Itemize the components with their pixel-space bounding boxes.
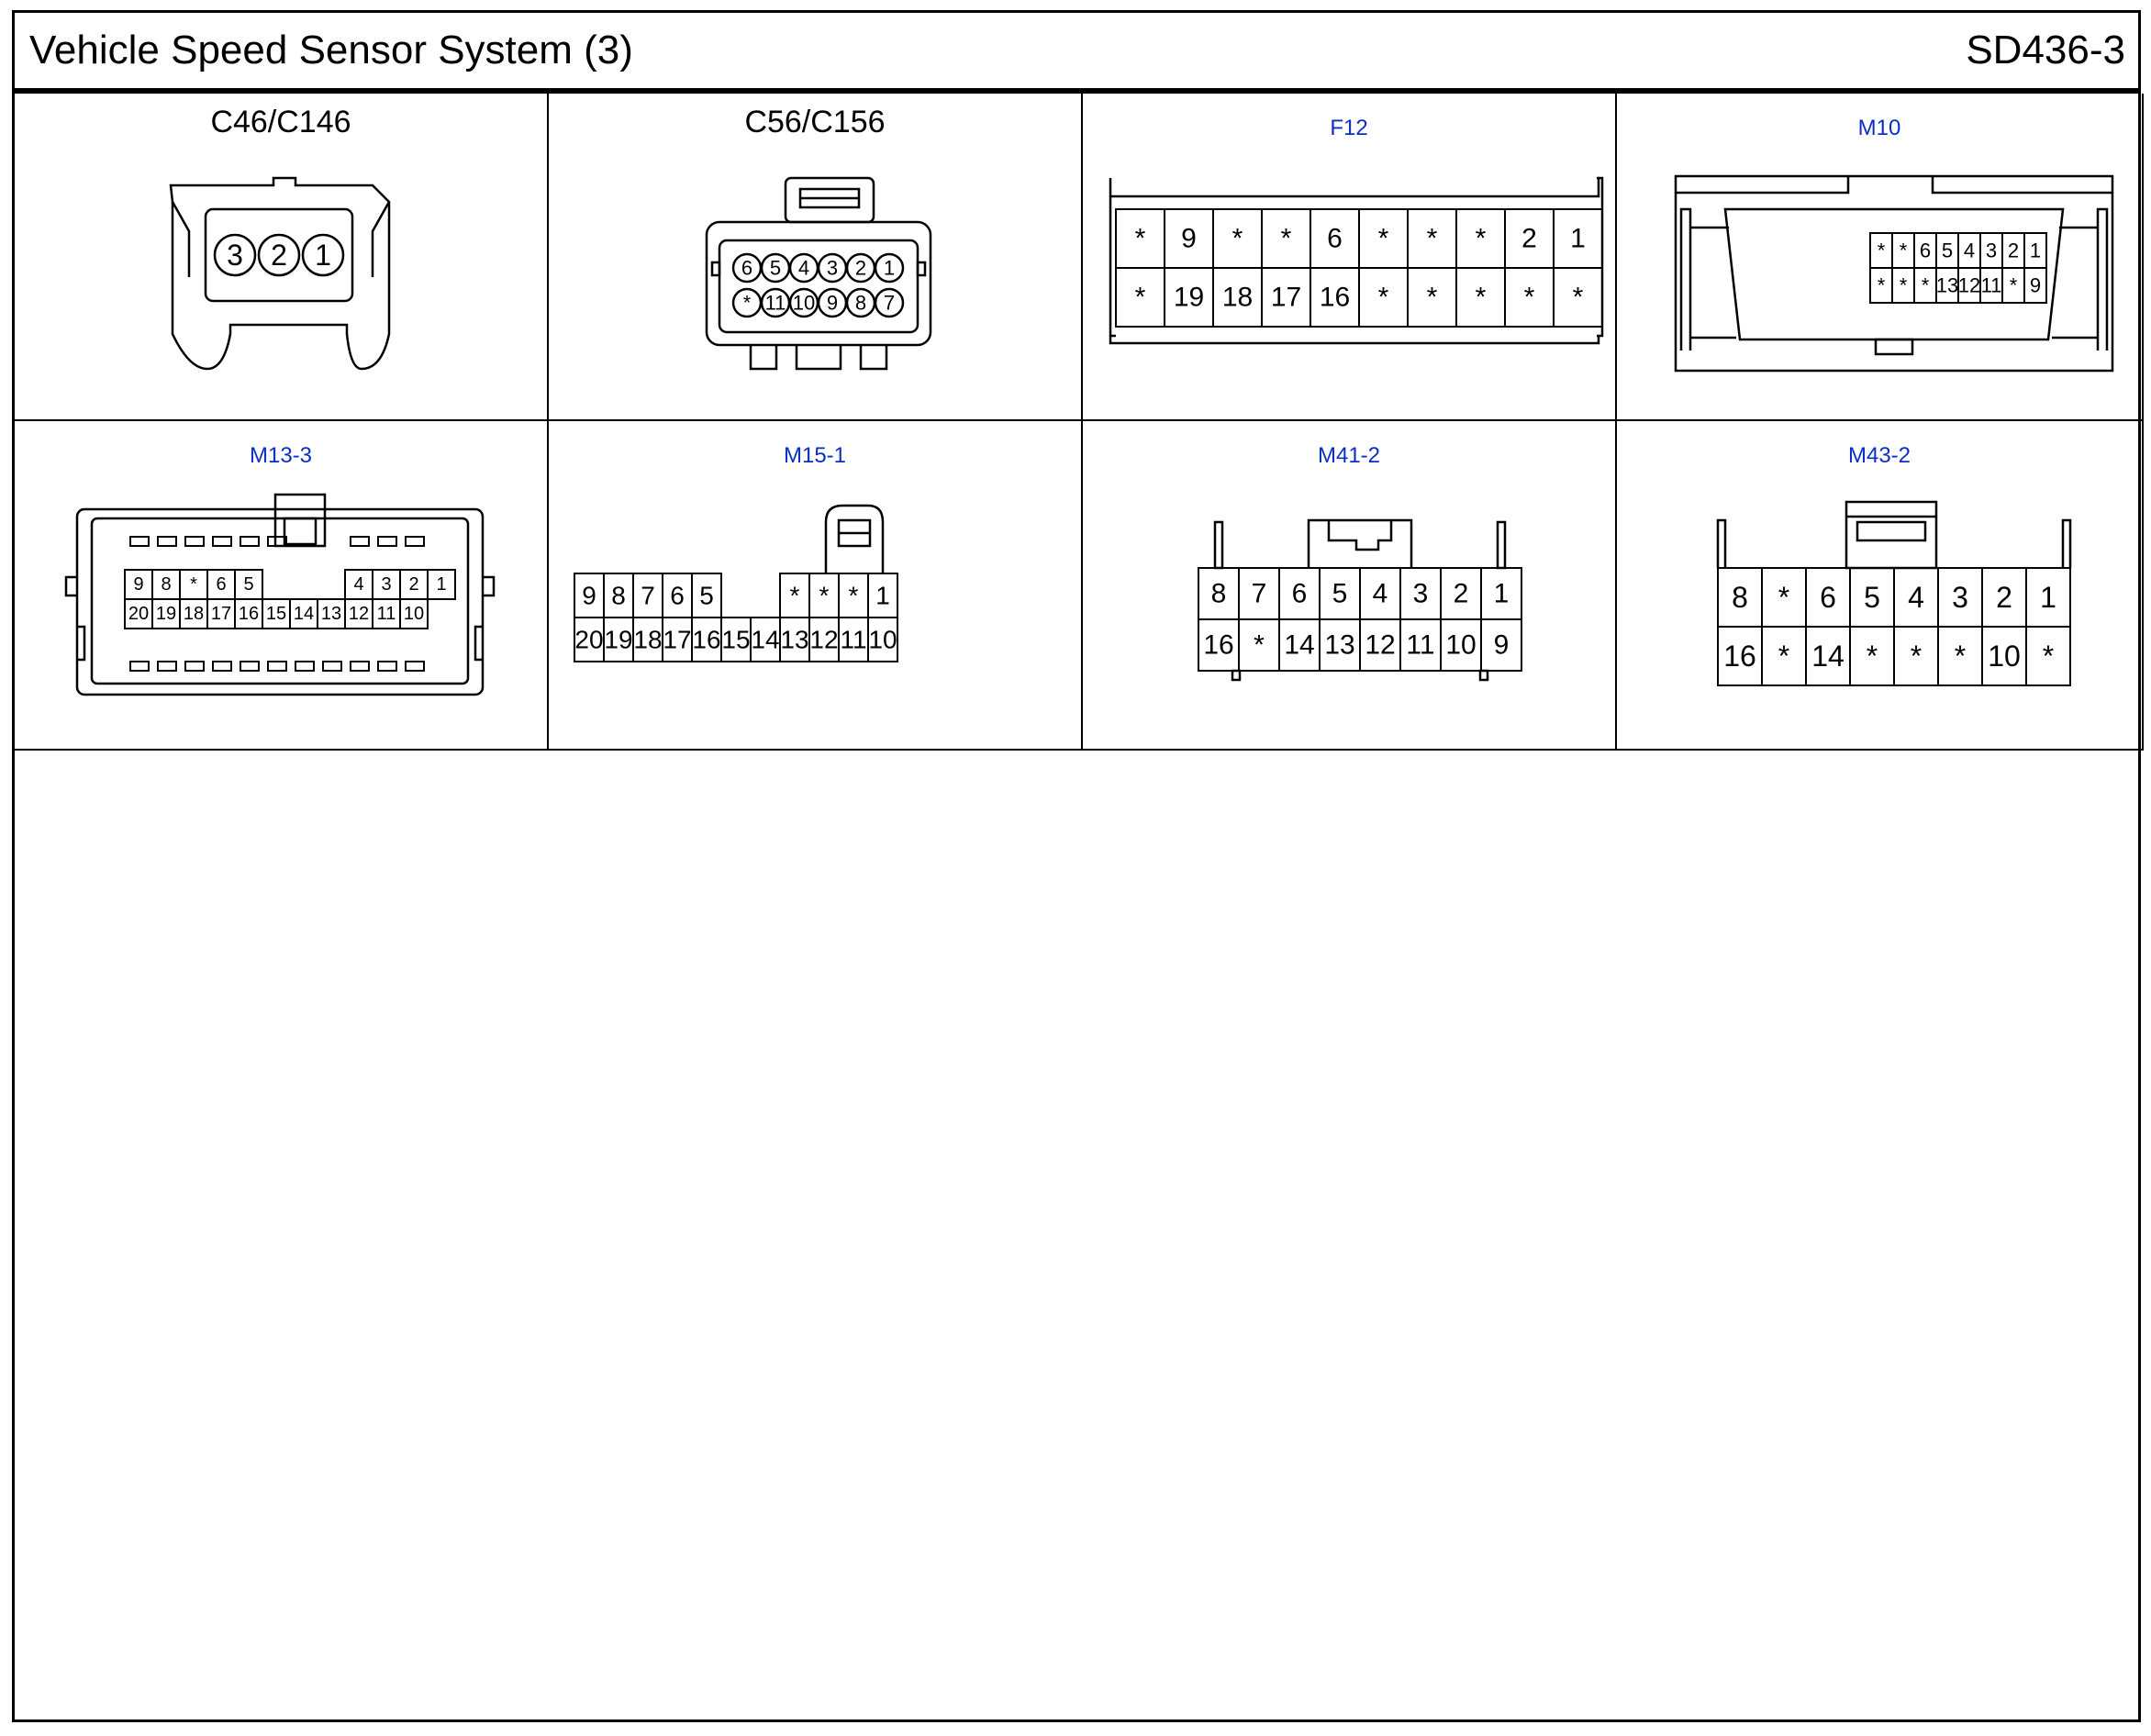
- pin-label: 5: [1941, 239, 1954, 262]
- pin-label: 16: [1319, 282, 1351, 313]
- pin-label: 16: [1203, 629, 1234, 661]
- pin-label: 2: [1453, 578, 1469, 609]
- pin-label: 10: [1445, 629, 1477, 661]
- pin-label: 9: [826, 291, 839, 315]
- pin-label: 1: [883, 256, 896, 280]
- pin-label: 11: [1406, 629, 1435, 661]
- pin-label: 18: [633, 625, 663, 654]
- latch-tooth: [130, 662, 149, 671]
- pin-label: 12: [348, 604, 370, 624]
- pin-label: 5: [1864, 581, 1880, 614]
- pin-label: *: [1426, 282, 1438, 313]
- pin-label: 8: [1732, 581, 1748, 614]
- header-bar: [15, 13, 2138, 94]
- latch-tooth: [295, 662, 314, 671]
- pin-label: *: [190, 574, 197, 595]
- connector-label: M10: [1857, 116, 1901, 140]
- connector-label: M13-3: [249, 443, 313, 468]
- connector-cell-m41: [1083, 421, 1617, 751]
- latch-tooth: [406, 537, 424, 546]
- connector-cell-c56: [549, 94, 1083, 421]
- pin-label: 19: [604, 625, 633, 654]
- diagram-frame: [12, 10, 2141, 1722]
- pin-label: 11: [376, 604, 396, 624]
- pin-label: 19: [155, 604, 177, 624]
- latch-tooth: [268, 662, 286, 671]
- pin-label: 15: [721, 625, 751, 654]
- pin-label: *: [1377, 223, 1389, 254]
- pin-label: 3: [1412, 578, 1429, 609]
- pin-label: 1: [875, 581, 890, 610]
- pin-label: *: [1254, 629, 1265, 661]
- pin-label: 10: [403, 604, 425, 624]
- pin-label: 14: [293, 604, 315, 624]
- latch-tooth: [351, 662, 369, 671]
- pin-label: 2: [1996, 581, 2012, 614]
- pin-label: 3: [1952, 581, 1968, 614]
- pin-label: 10: [792, 291, 816, 315]
- pin-label: 13: [1324, 629, 1355, 661]
- connector-m13-drawing: [15, 421, 549, 751]
- pin-label: 13: [320, 604, 342, 624]
- pin-label: 16: [692, 625, 721, 654]
- connector-f12-drawing: [1083, 94, 1617, 421]
- pin-label: 12: [1957, 273, 1981, 297]
- pin-label: *: [1475, 223, 1487, 254]
- connector-cell-c46: [15, 94, 549, 421]
- latch-tooth: [185, 537, 204, 546]
- pin-label: 7: [641, 581, 655, 610]
- pin-label: *: [1134, 282, 1146, 313]
- latch-tooth: [378, 662, 396, 671]
- pin-label: *: [848, 581, 859, 610]
- pin-label: 7: [883, 291, 896, 315]
- pin-label: 15: [265, 604, 287, 624]
- pin-label: 5: [1332, 578, 1348, 609]
- connector-label: C56/C156: [744, 105, 886, 139]
- pin-label: *: [789, 581, 800, 610]
- page-code: SD436-3: [1966, 28, 2125, 72]
- pin-label: 5: [769, 256, 782, 280]
- pin-label: 6: [1820, 581, 1836, 614]
- pin-label: 12: [809, 625, 839, 654]
- latch-tooth: [406, 662, 424, 671]
- pin-label: 19: [1173, 282, 1205, 313]
- pin-label: *: [742, 291, 752, 315]
- pin-label: *: [1572, 282, 1584, 313]
- pin-label: 8: [611, 581, 626, 610]
- pin-label: 10: [1988, 640, 2021, 673]
- connector-m41-drawing: [1083, 421, 1617, 751]
- pin-label: 6: [670, 581, 685, 610]
- connector-cell-f12: [1083, 94, 1617, 421]
- connector-m43-drawing: [1617, 421, 2144, 751]
- pin-label: 4: [797, 256, 810, 280]
- pin-label: 11: [764, 291, 786, 315]
- pin-label: 18: [1221, 282, 1254, 313]
- pin-label: 8: [161, 574, 172, 595]
- latch-tooth: [213, 537, 231, 546]
- pin-label: 1: [1493, 578, 1510, 609]
- pin-label: 8: [1210, 578, 1227, 609]
- pin-label: 17: [210, 604, 232, 624]
- pin-label: *: [1778, 581, 1790, 614]
- pin-label: *: [1280, 223, 1292, 254]
- pin-label: 2: [1521, 223, 1537, 254]
- pin-label: 6: [216, 574, 227, 595]
- pin-label: 3: [227, 239, 243, 272]
- pin-label: 11: [1980, 273, 2002, 297]
- page-title: Vehicle Speed Sensor System (3): [29, 28, 633, 72]
- pin-label: *: [1921, 273, 1930, 297]
- connector-label: M41-2: [1317, 443, 1381, 468]
- latch-tooth: [158, 537, 176, 546]
- pin-label: 2: [854, 256, 867, 280]
- pin-label: 2: [271, 239, 287, 272]
- pin-label: 17: [663, 625, 692, 654]
- pin-label: 4: [1908, 581, 1924, 614]
- pin-label: 10: [868, 625, 897, 654]
- pin-label: 1: [2029, 239, 2042, 262]
- pin-label: 1: [436, 574, 447, 595]
- pin-label: 3: [1985, 239, 1998, 262]
- pin-label: 5: [699, 581, 714, 610]
- pin-label: 2: [2007, 239, 2020, 262]
- pin-label: *: [1426, 223, 1438, 254]
- latch-tooth: [158, 662, 176, 671]
- pin-label: 14: [1811, 640, 1845, 673]
- latch-tooth: [323, 662, 341, 671]
- pin-label: 3: [381, 574, 392, 595]
- connector-label: M15-1: [783, 443, 847, 468]
- connector-label: F12: [1330, 116, 1368, 140]
- pin-label: *: [1134, 223, 1146, 254]
- connector-label: M43-2: [1847, 443, 1911, 468]
- connector-cell-m10: [1617, 94, 2144, 421]
- pin-label: 17: [1270, 282, 1302, 313]
- connector-cell-m43: [1617, 421, 2144, 751]
- pin-label: 9: [133, 574, 144, 595]
- connector-m15-drawing: [549, 421, 1083, 751]
- connector-cell-m13: [15, 421, 549, 751]
- pin-label: 8: [854, 291, 867, 315]
- pin-label: 14: [1284, 629, 1315, 661]
- pin-label: 9: [1493, 629, 1510, 661]
- pin-label: 6: [1327, 223, 1343, 254]
- latch-tooth: [351, 537, 369, 546]
- pin-label: 5: [243, 574, 254, 595]
- pin-label: 4: [1372, 578, 1388, 609]
- latch-tooth: [130, 537, 149, 546]
- pin-label: 20: [574, 625, 604, 654]
- pin-label: 9: [582, 581, 596, 610]
- pin-label: *: [819, 581, 830, 610]
- connector-m10-drawing: [1617, 94, 2144, 421]
- pin-label: 11: [840, 625, 867, 654]
- pin-label: 12: [1365, 629, 1396, 661]
- pin-label: 2: [408, 574, 419, 595]
- pin-label: *: [1232, 223, 1243, 254]
- connector-label: C46/C146: [210, 105, 351, 139]
- pin-label: *: [1877, 273, 1886, 297]
- pin-label: 3: [826, 256, 839, 280]
- latch-tooth: [378, 537, 396, 546]
- pin-label: 16: [1723, 640, 1756, 673]
- latch-tooth: [240, 662, 259, 671]
- pin-label: 6: [1291, 578, 1308, 609]
- pin-label: *: [2009, 273, 2018, 297]
- pin-label: 13: [780, 625, 809, 654]
- pin-label: *: [1899, 239, 1908, 262]
- latch-tooth: [213, 662, 231, 671]
- pin-label: *: [1377, 282, 1389, 313]
- connector-c46-drawing: [15, 94, 549, 421]
- latch-tooth: [240, 537, 259, 546]
- pin-label: 18: [183, 604, 205, 624]
- connector-cell-m15: [549, 421, 1083, 751]
- pin-label: 14: [751, 625, 780, 654]
- pin-label: 7: [1251, 578, 1267, 609]
- connector-c56-drawing: [549, 94, 1083, 421]
- pin-label: 9: [2029, 273, 2042, 297]
- pin-label: 20: [128, 604, 150, 624]
- pin-label: *: [1899, 273, 1908, 297]
- pin-label: 13: [1935, 273, 1959, 297]
- pin-label: *: [2042, 640, 2055, 673]
- pin-label: 1: [2040, 581, 2056, 614]
- pin-label: *: [1910, 640, 1923, 673]
- pin-label: 6: [1919, 239, 1932, 262]
- pin-label: 4: [353, 574, 364, 595]
- pin-label: *: [1954, 640, 1967, 673]
- pin-label: *: [1475, 282, 1487, 313]
- pin-label: 16: [238, 604, 260, 624]
- pin-label: 9: [1181, 223, 1197, 254]
- pin-label: *: [1778, 640, 1790, 673]
- pin-label: *: [1523, 282, 1535, 313]
- pin-label: *: [1877, 239, 1886, 262]
- latch-tooth: [185, 662, 204, 671]
- pin-label: 1: [315, 239, 331, 272]
- pin-label: 6: [741, 256, 753, 280]
- pin-label: 4: [1963, 239, 1976, 262]
- pin-label: 1: [1570, 223, 1586, 254]
- pin-label: *: [1866, 640, 1878, 673]
